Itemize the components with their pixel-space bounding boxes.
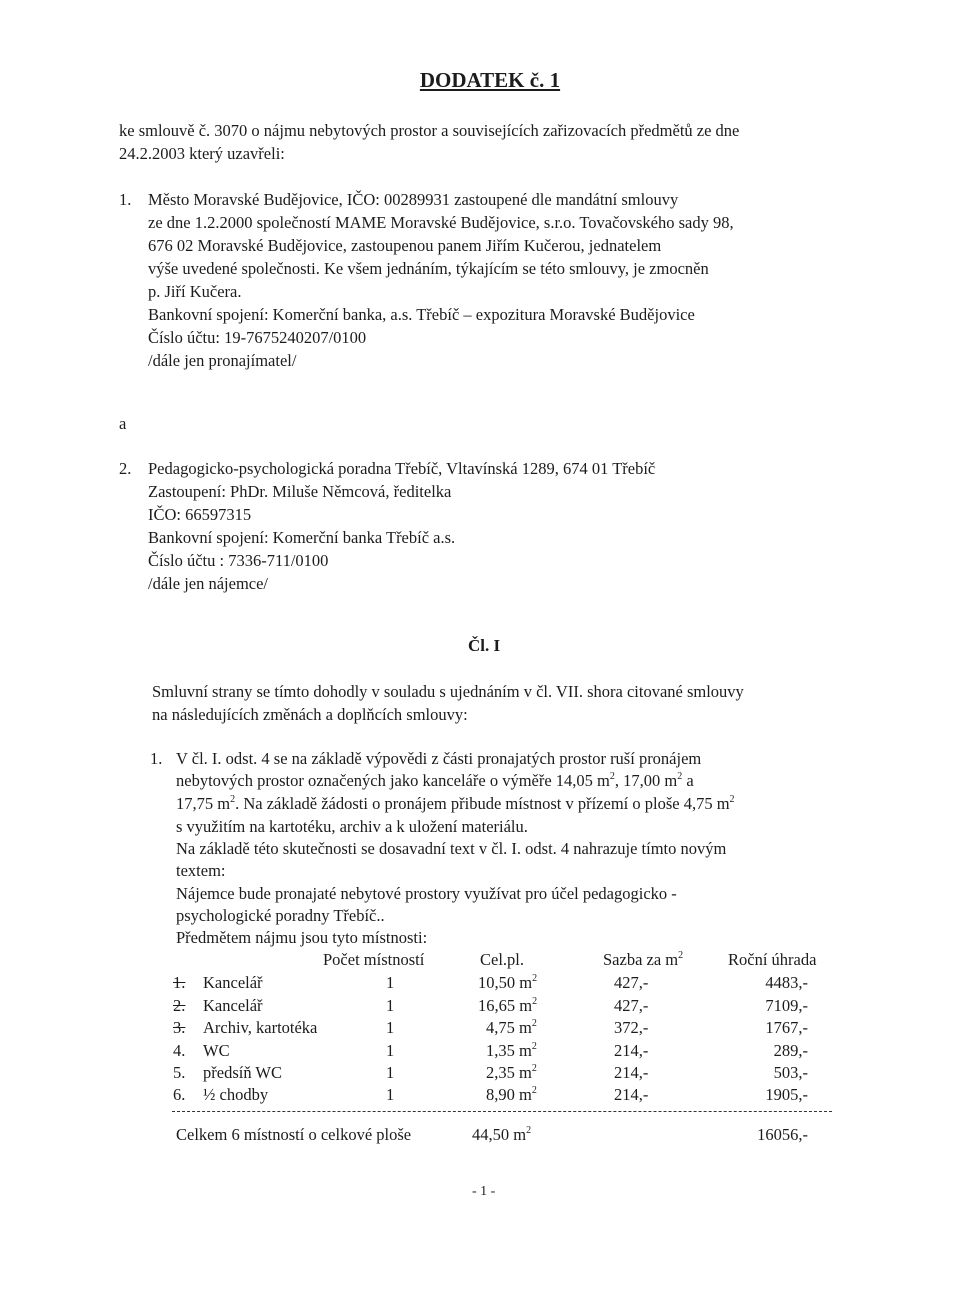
intro-line-1: ke smlouvě č. 3070 o nájmu nebytových prostor a souvisejících zařizovacích předmětů ze dne bbox=[119, 121, 740, 140]
row-name: Archiv, kartotéka bbox=[203, 1018, 318, 1037]
row-annual: 1905,- bbox=[765, 1085, 808, 1104]
table-header-count: Počet místností bbox=[323, 950, 425, 969]
row-count: 1 bbox=[386, 996, 395, 1015]
party1-line: ze dne 1.2.2000 společností MAME Moravské Budějovice, s.r.o. Tovačovského sady 98, bbox=[148, 213, 734, 232]
party1-line: /dále jen pronajímatel/ bbox=[148, 351, 297, 370]
party2-line: IČO: 66597315 bbox=[148, 505, 252, 524]
party1-line: výše uvedené společnosti. Ke všem jednáním, týkajícím se této smlouvy, je zmocněn bbox=[148, 259, 709, 278]
party2-line: Zastoupení: PhDr. Miluše Němcová, ředitelka bbox=[148, 482, 452, 501]
total-area: 44,50 $m^2$ bbox=[472, 1125, 532, 1144]
total-label: Celkem 6 místností o celkové ploše bbox=[176, 1125, 412, 1144]
row-area: 4,75 $m^2$ bbox=[486, 1018, 537, 1037]
party2-number: 2. bbox=[119, 459, 132, 478]
row-name: předsíň WC bbox=[203, 1063, 282, 1082]
item1-number: 1. bbox=[150, 749, 163, 768]
row-count: 1 bbox=[386, 1085, 395, 1104]
row-count: 1 bbox=[386, 1018, 395, 1037]
row-rate: 427,- bbox=[614, 996, 649, 1015]
document-title: DODATEK č. 1 bbox=[419, 68, 561, 92]
item1-line: nebytových prostor označených jako kanceláře o výměře 14,05 $m^2$, 17,00 $m^2$ a bbox=[176, 771, 694, 790]
row-number: 5. bbox=[173, 1063, 186, 1082]
party2-line: Číslo účtu : 7336-711/0100 bbox=[148, 551, 329, 570]
row-area: 8,90 $m^2$ bbox=[486, 1085, 537, 1104]
and-word: a bbox=[119, 414, 127, 433]
party1-line: Bankovní spojení: Komerční banka, a.s. Třebíč – expozitura Moravské Budějovice bbox=[148, 305, 695, 324]
row-area: 2,35 $m^2$ bbox=[486, 1063, 537, 1082]
row-annual: 1767,- bbox=[765, 1018, 808, 1037]
item1-line: V čl. I. odst. 4 se na základě výpovědi z části pronajatých prostor ruší pronájem bbox=[176, 749, 702, 768]
party1-line: 676 02 Moravské Budějovice, zastoupenou panem Jiřím Kučerou, jednatelem bbox=[148, 236, 662, 255]
row-rate: 427,- bbox=[614, 973, 649, 992]
table-divider bbox=[172, 1111, 832, 1112]
row-annual: 4483,- bbox=[765, 973, 808, 992]
row-rate: 214,- bbox=[614, 1063, 649, 1082]
row-area: 1,35 $m^2$ bbox=[486, 1041, 537, 1060]
total-annual: 16056,- bbox=[757, 1125, 808, 1144]
row-number: 6. bbox=[173, 1085, 186, 1104]
row-number: 2. bbox=[173, 996, 186, 1015]
row-count: 1 bbox=[386, 1041, 395, 1060]
agreement-line-2: na následujících změnách a doplňcích smlouvy: bbox=[152, 705, 468, 724]
table-header-annual: Roční úhrada bbox=[728, 950, 817, 969]
page-number: - 1 - bbox=[472, 1184, 496, 1199]
row-rate: 214,- bbox=[614, 1085, 649, 1104]
row-count: 1 bbox=[386, 973, 395, 992]
row-name: Kancelář bbox=[203, 973, 263, 992]
row-rate: 214,- bbox=[614, 1041, 649, 1060]
item1-line: s využitím na kartotéku, archiv a k uložení materiálu. bbox=[176, 817, 528, 836]
party1-line: p. Jiří Kučera. bbox=[148, 282, 242, 301]
row-number: 3. bbox=[173, 1018, 186, 1037]
table-header-area: Cel.pl. bbox=[480, 950, 524, 969]
row-name: Kancelář bbox=[203, 996, 263, 1015]
party2-line: /dále jen nájemce/ bbox=[148, 574, 269, 593]
intro-line-2: 24.2.2003 který uzavřeli: bbox=[119, 144, 285, 163]
item1-line: textem: bbox=[176, 861, 226, 880]
row-number: 4. bbox=[173, 1041, 186, 1060]
table-header-rate: Sazba za $m^2$ bbox=[603, 950, 684, 969]
item1-line: 17,75 $m^2$. Na základě žádosti o pronájem přibude místnost v přízemí o ploše 4,75 $m^2$ bbox=[176, 794, 735, 813]
row-annual: 503,- bbox=[773, 1063, 808, 1082]
item1-line: Předmětem nájmu jsou tyto místnosti: bbox=[176, 928, 428, 947]
agreement-line-1: Smluvní strany se tímto dohodly v souladu s ujednáním v čl. VII. shora citované smlouvy bbox=[152, 682, 744, 701]
row-count: 1 bbox=[386, 1063, 395, 1082]
item1-line: psychologické poradny Třebíč.. bbox=[176, 906, 385, 925]
party2-line: Bankovní spojení: Komerční banka Třebíč a.s. bbox=[148, 528, 456, 547]
party1-line: Číslo účtu: 19-7675240207/0100 bbox=[148, 328, 367, 347]
row-name: WC bbox=[203, 1041, 230, 1060]
section-heading: Čl. I bbox=[468, 636, 501, 655]
row-annual: 289,- bbox=[773, 1041, 808, 1060]
item1-line: Nájemce bude pronajaté nebytové prostory využívat pro účel pedagogicko - bbox=[176, 884, 677, 903]
party2-line: Pedagogicko-psychologická poradna Třebíč, Vltavínská 1289, 674 01 Třebíč bbox=[148, 459, 656, 478]
party1-line: Město Moravské Budějovice, IČO: 00289931 zastoupené dle mandátní smlouvy bbox=[148, 190, 679, 209]
row-rate: 372,- bbox=[614, 1018, 649, 1037]
item1-line: Na základě této skutečnosti se dosavadní text v čl. I. odst. 4 nahrazuje tímto novým bbox=[176, 839, 727, 858]
row-area: 16,65 $m^2$ bbox=[478, 996, 538, 1015]
row-name: ½ chodby bbox=[203, 1085, 269, 1104]
party1-number: 1. bbox=[119, 190, 132, 209]
row-number: 1. bbox=[173, 973, 186, 992]
row-area: 10,50 $m^2$ bbox=[478, 973, 538, 992]
row-annual: 7109,- bbox=[765, 996, 808, 1015]
